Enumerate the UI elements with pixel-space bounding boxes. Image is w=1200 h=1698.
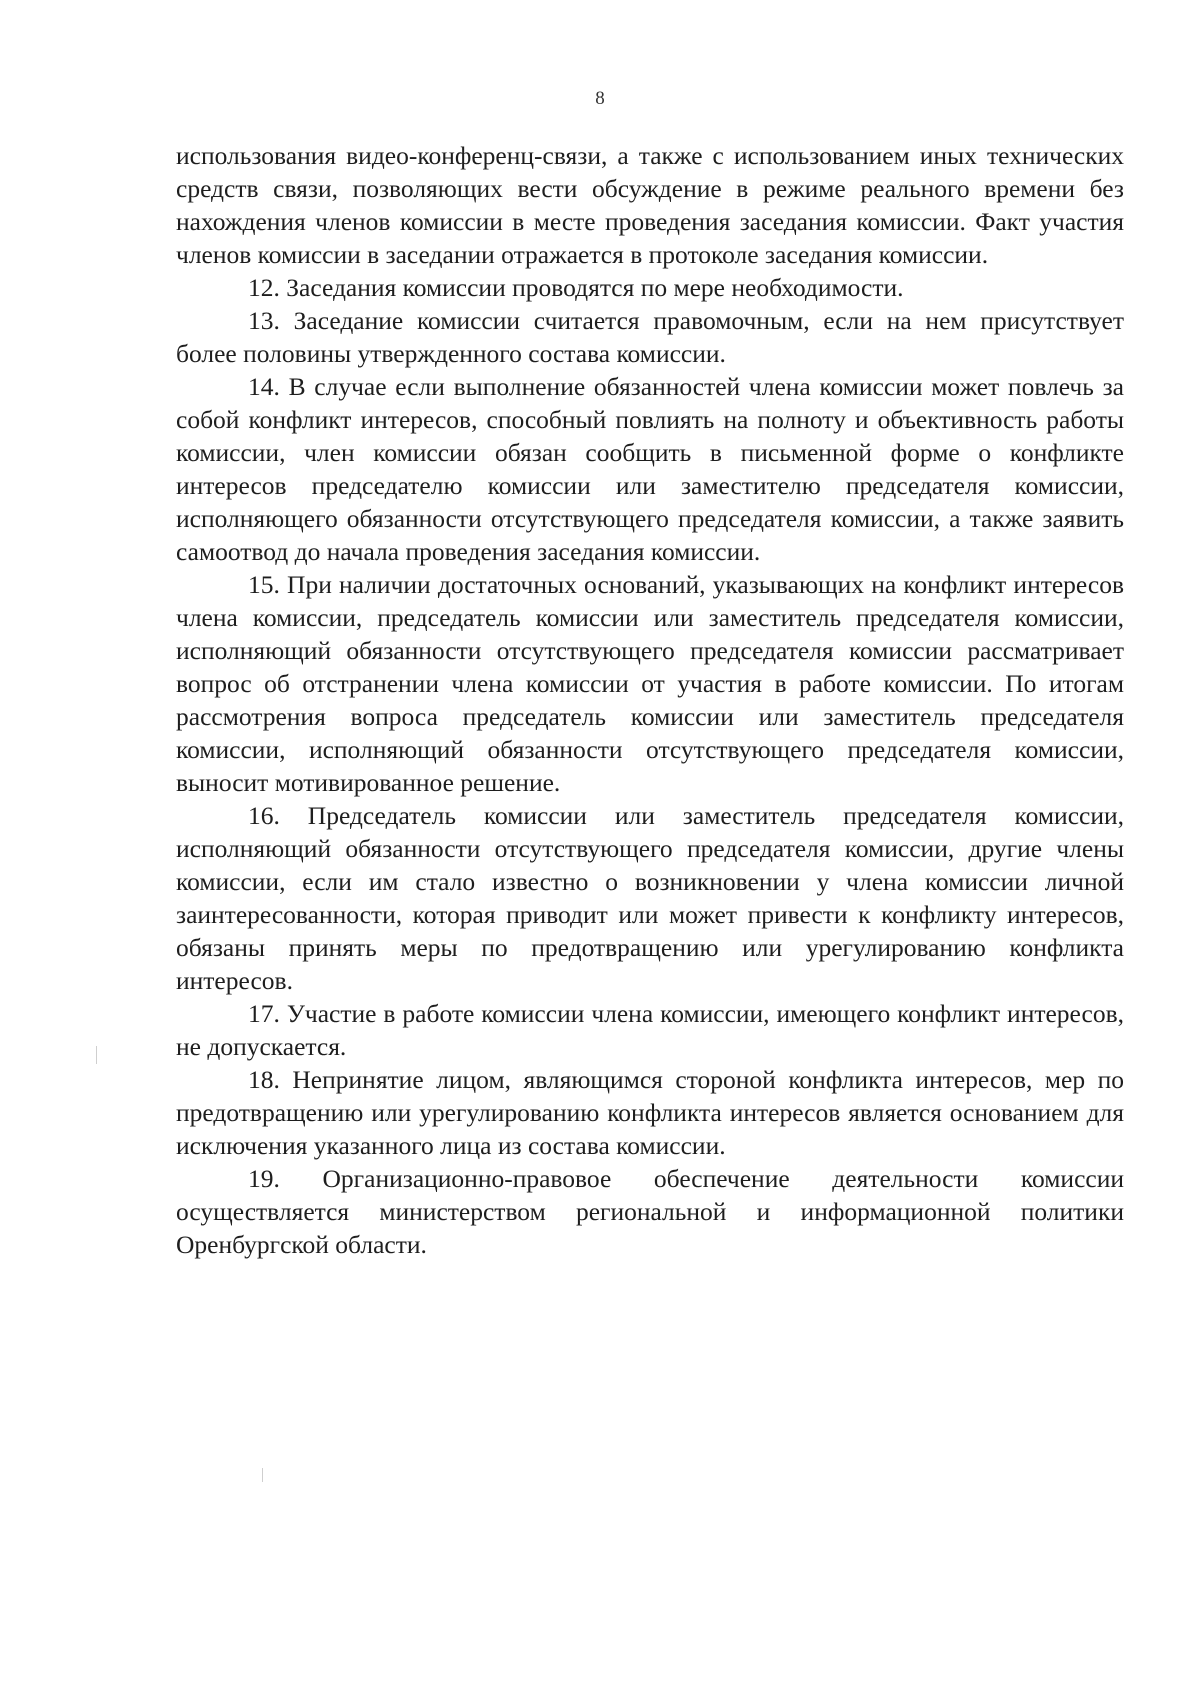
- scan-artifact-lower-mark: [262, 1468, 263, 1482]
- paragraph-item-12: 12. Заседания комиссии проводятся по мере необходимости.: [248, 273, 904, 302]
- paragraph-continuation: использования видео-конференц-связи, а также с использованием иных технических средств связи, позволяющих вести обсуждение в режиме реального времени без нахождения членов комиссии в месте проведения заседания комиссии. Факт участия членов комиссии в заседании отражается в протоколе заседания комиссии.: [176, 141, 1124, 269]
- paragraph-item-15: 15. При наличии достаточных оснований, указывающих на конфликт интересов члена комиссии, председатель комиссии или заместитель председателя комиссии, исполняющий обязанности отсутствующего председателя комиссии рассматривает вопрос об отстранении члена комиссии от участия в работе комиссии. По итогам рассмотрения вопроса председатель комиссии или заместитель председателя комиссии, исполняющий обязанности отсутствующего председателя комиссии, выносит мотивированное решение.: [176, 570, 1124, 797]
- paragraph-item-17: 17. Участие в работе комиссии члена комиссии, имеющего конфликт интересов, не допускается.: [176, 999, 1124, 1061]
- paragraph-item-16: 16. Председатель комиссии или заместитель председателя комиссии, исполняющий обязанности отсутствующего председателя комиссии, другие члены комиссии, если им стало известно о возникновении у члена комиссии личной заинтересованности, которая приводит или может привести к конфликту интересов, обязаны принять меры по предотвращению или урегулированию конфликта интересов.: [176, 801, 1124, 995]
- paragraph-item-18: 18. Непринятие лицом, являющимся стороной конфликта интересов, мер по предотвращению или урегулированию конфликта интересов является основанием для исключения указанного лица из состава комиссии.: [176, 1065, 1124, 1160]
- paragraph-item-14: 14. В случае если выполнение обязанностей члена комиссии может повлечь за собой конфликт интересов, способный повлиять на полноту и объективность работы комиссии, член комиссии обязан сообщить в письменной форме о конфликте интересов председателю комиссии или заместителю председателя комиссии, исполняющего обязанности отсутствующего председателя комиссии, а также заявить самоотвод до начала проведения заседания комиссии.: [176, 372, 1124, 566]
- paragraph-item-19: 19. Организационно-правовое обеспечение деятельности комиссии осуществляется министерством региональной и информационной политики Оренбургской области.: [176, 1164, 1124, 1259]
- paragraph-item-13: 13. Заседание комиссии считается правомочным, если на нем присутствует более половины утвержденного состава комиссии.: [176, 306, 1124, 368]
- document-body: [176, 139, 1124, 1261]
- scan-artifact-left-mark: [96, 1046, 97, 1064]
- page-number: 8: [595, 88, 605, 109]
